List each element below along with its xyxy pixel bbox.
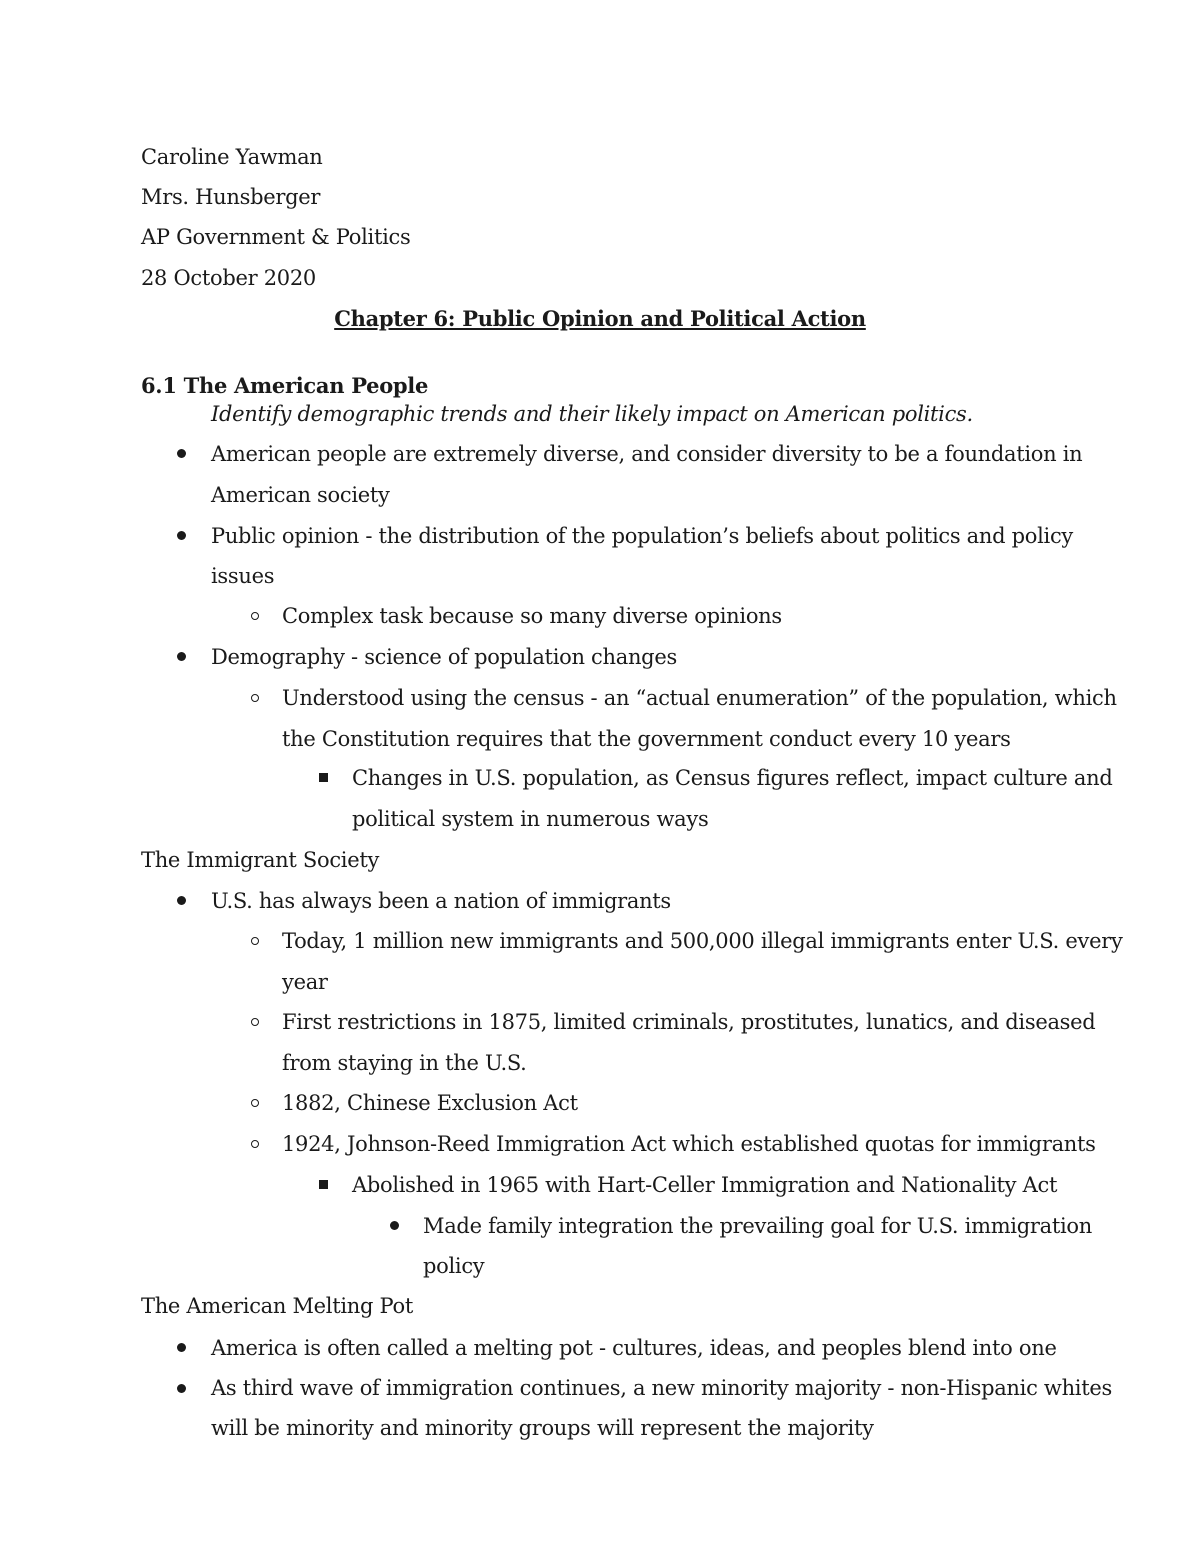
section-objective: Identify demographic trends and their likely impact on American politics. [211,402,973,426]
list-item-continuation: political system in numerous ways [352,807,709,831]
document-date: 28 October 2020 [141,266,316,290]
bullet-disc-icon [177,896,186,905]
list-item: America is often called a melting pot - cultures, ideas, and peoples blend into one [211,1336,1057,1360]
bullet-disc-icon [390,1221,399,1230]
section-heading: 6.1 The American People [141,373,429,398]
bullet-disc-icon [177,652,186,661]
bullet-square-icon [319,1180,328,1189]
list-item: Today, 1 million new immigrants and 500,000 illegal immigrants enter U.S. every [282,929,1123,953]
list-item: First restrictions in 1875, limited criminals, prostitutes, lunatics, and diseased [282,1010,1096,1034]
list-item: American people are extremely diverse, and consider diversity to be a foundation in [211,442,1083,466]
subsection-heading: The Immigrant Society [141,848,380,872]
list-item-continuation: policy [423,1254,485,1278]
list-item: Complex task because so many diverse opinions [282,604,782,628]
list-item: Made family integration the prevailing goal for U.S. immigration [423,1214,1092,1238]
list-item-continuation: issues [211,564,275,588]
list-item: As third wave of immigration continues, a new minority majority - non-Hispanic whites [211,1376,1112,1400]
bullet-square-icon [319,773,328,782]
list-item-continuation: will be minority and minority groups will represent the majority [211,1416,874,1440]
list-item: Public opinion - the distribution of the population’s beliefs about politics and policy [211,524,1073,548]
list-item-continuation: American society [211,483,390,507]
list-item-continuation: from staying in the U.S. [282,1051,527,1075]
bullet-disc-icon [177,449,186,458]
bullet-circle-icon [251,1018,259,1026]
student-name: Caroline Yawman [141,145,323,169]
list-item: U.S. has always been a nation of immigrants [211,889,671,913]
list-item-continuation: year [282,970,328,994]
list-item: Understood using the census - an “actual enumeration” of the population, which [282,686,1117,710]
bullet-circle-icon [251,612,259,620]
bullet-disc-icon [177,1343,186,1352]
bullet-circle-icon [251,937,259,945]
bullet-circle-icon [251,1099,259,1107]
bullet-circle-icon [251,694,259,702]
bullet-disc-icon [177,1384,186,1393]
list-item: 1882, Chinese Exclusion Act [282,1091,578,1115]
list-item-continuation: the Constitution requires that the government conduct every 10 years [282,727,1011,751]
list-item: Demography - science of population changes [211,645,677,669]
document-title: Chapter 6: Public Opinion and Political Action [334,306,866,331]
bullet-disc-icon [177,531,186,540]
teacher-name: Mrs. Hunsberger [141,185,321,209]
bullet-circle-icon [251,1140,259,1148]
list-item: 1924, Johnson-Reed Immigration Act which established quotas for immigrants [282,1132,1096,1156]
list-item: Abolished in 1965 with Hart-Celler Immigration and Nationality Act [352,1173,1058,1197]
subsection-heading: The American Melting Pot [141,1294,413,1318]
course-name: AP Government & Politics [141,225,411,249]
list-item: Changes in U.S. population, as Census figures reflect, impact culture and [352,766,1113,790]
